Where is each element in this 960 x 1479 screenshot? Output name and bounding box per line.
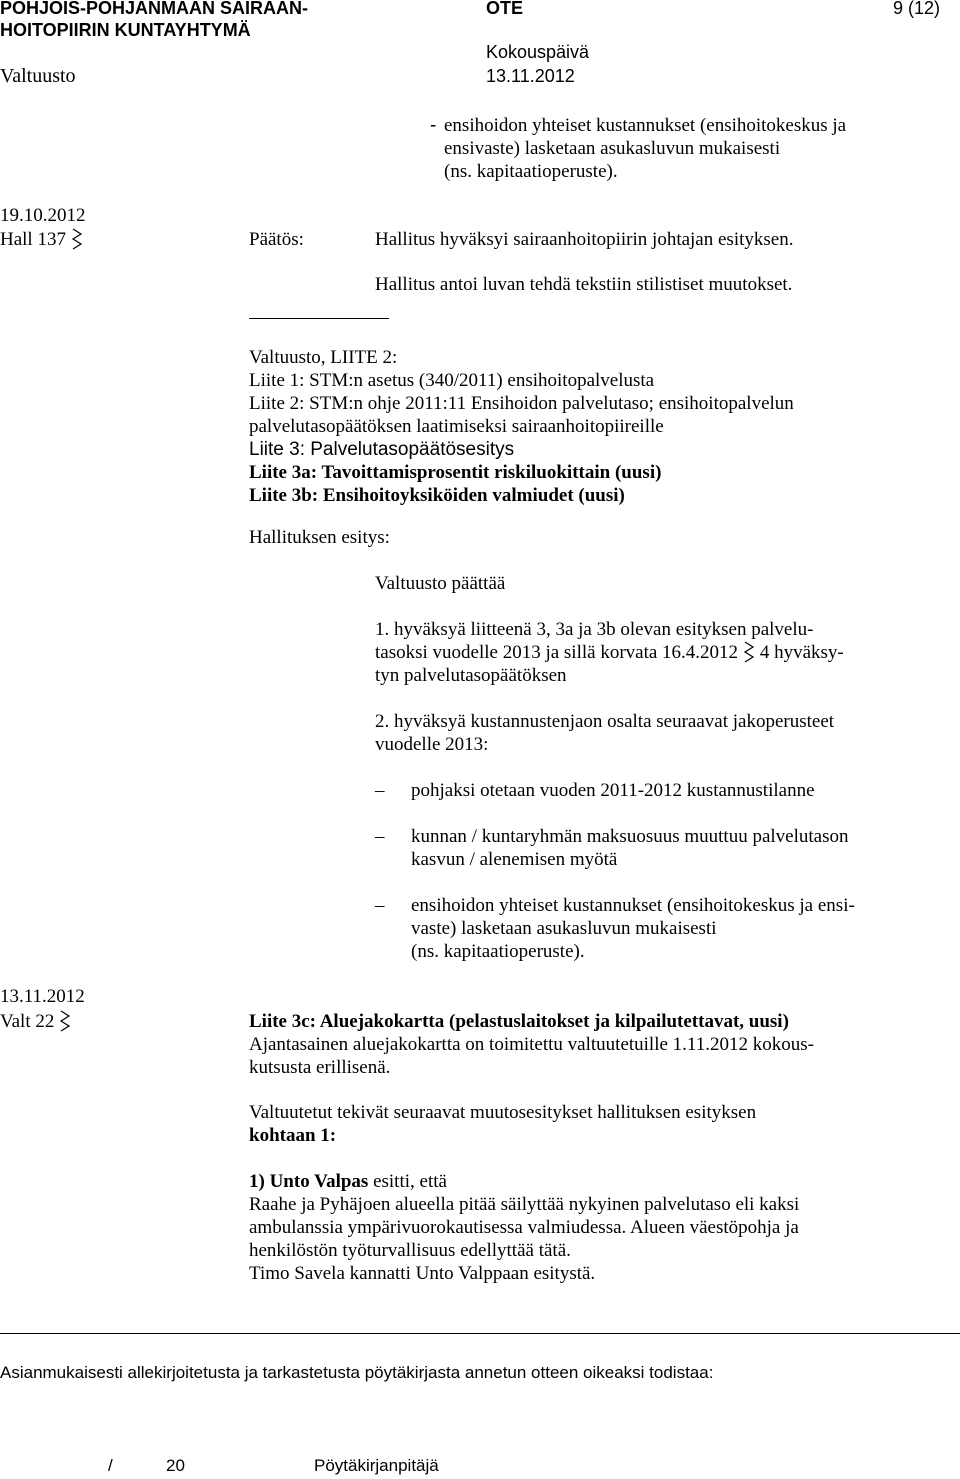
bullet-text	[411, 779, 815, 802]
proposal-item-line: tyn palvelutasopäätöksen	[375, 665, 567, 686]
proposal-item-1	[375, 618, 844, 687]
body-name: Valtuusto	[0, 65, 76, 87]
top-bullet-line: ensivaste) lasketaan asukasluvun mukaisesti	[444, 138, 781, 159]
section-mark-icon	[59, 1010, 71, 1032]
bullet-dash: –	[375, 780, 385, 801]
proposal-text-line: Timo Savela kannatti Unto Valppaan esitystä.	[249, 1263, 596, 1284]
section-mark-icon	[71, 228, 83, 250]
bullet-line: pohjaksi otetaan vuoden 2011-2012 kustannustilanne	[411, 780, 815, 801]
bullet-line: (ns. kapitaatioperuste).	[411, 941, 585, 962]
proposal-heading: Hallituksen esitys:	[249, 527, 390, 548]
meeting-label: Kokouspäivä	[486, 42, 590, 62]
attachment-item: palvelutasopäätöksen laatimiseksi sairaanhoitopiireille	[249, 416, 664, 437]
proposal-lead: Valtuusto päättää	[375, 573, 506, 594]
attachment-note-line: kutsusta erillisenä.	[249, 1057, 391, 1078]
top-bullet-line: ensihoidon yhteiset kustannukset (ensihoitokeskus ja	[444, 115, 847, 136]
bullet-line: kunnan / kuntaryhmän maksuosuus muuttuu palvelutason	[411, 826, 849, 847]
change-proposals-intro	[249, 1101, 756, 1147]
change-proposals-line: Valtuutetut tekivät seuraavat muutosesitykset hallituksen esityksen	[249, 1102, 757, 1123]
decision-label: Päätös:	[249, 229, 304, 250]
hall-date: 19.10.2012	[0, 205, 86, 226]
proposal-item-line: tasoksi vuodelle 2013 ja sillä korvata 16.4.2012 4 hyväksy-	[375, 642, 844, 663]
footer-rule	[0, 1333, 960, 1334]
attachments-title: Valtuusto, LIITE 2:	[249, 347, 398, 368]
signature-year: 20	[166, 1456, 185, 1475]
bullet-text	[411, 825, 848, 871]
organization-name-line2: HOITOPIIRIN KUNTAYHTYMÄ	[0, 20, 251, 40]
proposal-text-line: ambulanssia ympärivuorokautisessa valmiudessa. Alueen väestöpohja ja	[249, 1217, 799, 1238]
document-type: OTE	[486, 0, 524, 18]
proposal-text-line: Raahe ja Pyhäjoen alueella pitää säilyttää nykyinen palvelutaso eli kaksi	[249, 1194, 800, 1215]
valt-attachment	[249, 1010, 814, 1079]
valt-reference	[0, 1010, 71, 1033]
top-bullet-line: (ns. kapitaatioperuste).	[444, 161, 618, 182]
change-proposal-1	[249, 1170, 799, 1285]
bullet-line: ensihoidon yhteiset kustannukset (ensihoitokeskus ja ensi-	[411, 895, 855, 916]
bullet-line: kasvun / alenemisen myötä	[411, 849, 618, 870]
proposal-item-line: vuodelle 2013:	[375, 734, 489, 755]
bullet-dash: –	[375, 895, 385, 916]
certification-text: Asianmukaisesti allekirjoitetusta ja tarkastetusta pöytäkirjasta annetun otteen oikeaksi todistaa:	[0, 1363, 714, 1382]
bullet-text	[411, 894, 855, 963]
valt-date: 13.11.2012	[0, 986, 85, 1007]
organization-name-line1: POHJOIS-POHJANMAAN SAIRAAN-	[0, 0, 309, 18]
top-bullet-text	[444, 114, 846, 183]
attachment-item-new: Liite 3b: Ensihoitoyksiköiden valmiudet (uusi)	[249, 485, 625, 506]
proposal-item-2	[375, 710, 834, 756]
proposal-item-line: 1. hyväksyä liitteenä 3, 3a ja 3b olevan esityksen palvelu-	[375, 619, 814, 640]
bullet-dash: –	[375, 826, 385, 847]
organization-name	[0, 0, 308, 41]
attachment-item-new: Liite 3a: Tavoittamisprosentit riskiluokittain (uusi)	[249, 462, 662, 483]
valt-ref-text: Valt 22	[0, 1011, 55, 1032]
meeting-date: 13.11.2012	[486, 66, 575, 86]
proposal-text-line: henkilöstön työturvallisuus edellyttää tätä.	[249, 1240, 571, 1261]
decision-text-2: Hallitus antoi luvan tehdä tekstiin stilistiset muutokset.	[375, 274, 793, 295]
secretary-role: Pöytäkirjanpitäjä	[314, 1456, 439, 1475]
divider-line	[249, 318, 389, 319]
signature-slash: /	[108, 1456, 113, 1475]
attachments-list	[249, 346, 794, 507]
attachment-item-new: Liite 3c: Aluejakokartta (pelastuslaitokset ja kilpailutettavat, uusi)	[249, 1011, 789, 1032]
page-number: 9 (12)	[893, 0, 941, 18]
bullet-line: vaste) lasketaan asukasluvun mukaisesti	[411, 918, 717, 939]
top-bullet-dash: -	[430, 115, 437, 136]
attachment-item: Liite 2: STM:n ohje 2011:11 Ensihoidon palvelutaso; ensihoitopalvelun	[249, 393, 794, 414]
decision-text-1: Hallitus hyväksyi sairaanhoitopiirin johtajan esityksen.	[375, 229, 794, 250]
proposer-name: 1) Unto Valpas	[249, 1171, 369, 1192]
proposer-line: 1) Unto Valpas esitti, että	[249, 1171, 447, 1192]
attachment-item: Liite 1: STM:n asetus (340/2011) ensihoitopalvelusta	[249, 370, 655, 391]
attachment-item: Liite 3: Palvelutasopäätösesitys	[249, 439, 515, 460]
hall-ref-text: Hall 137	[0, 229, 66, 250]
attachment-note-line: Ajantasainen aluejakokartta on toimitettu valtuutetuille 1.11.2012 kokous-	[249, 1034, 814, 1055]
change-proposals-target: kohtaan 1:	[249, 1125, 337, 1146]
hall-reference	[0, 228, 83, 251]
section-mark-icon	[743, 641, 755, 663]
proposal-item-line: 2. hyväksyä kustannustenjaon osalta seuraavat jakoperusteet	[375, 711, 835, 732]
